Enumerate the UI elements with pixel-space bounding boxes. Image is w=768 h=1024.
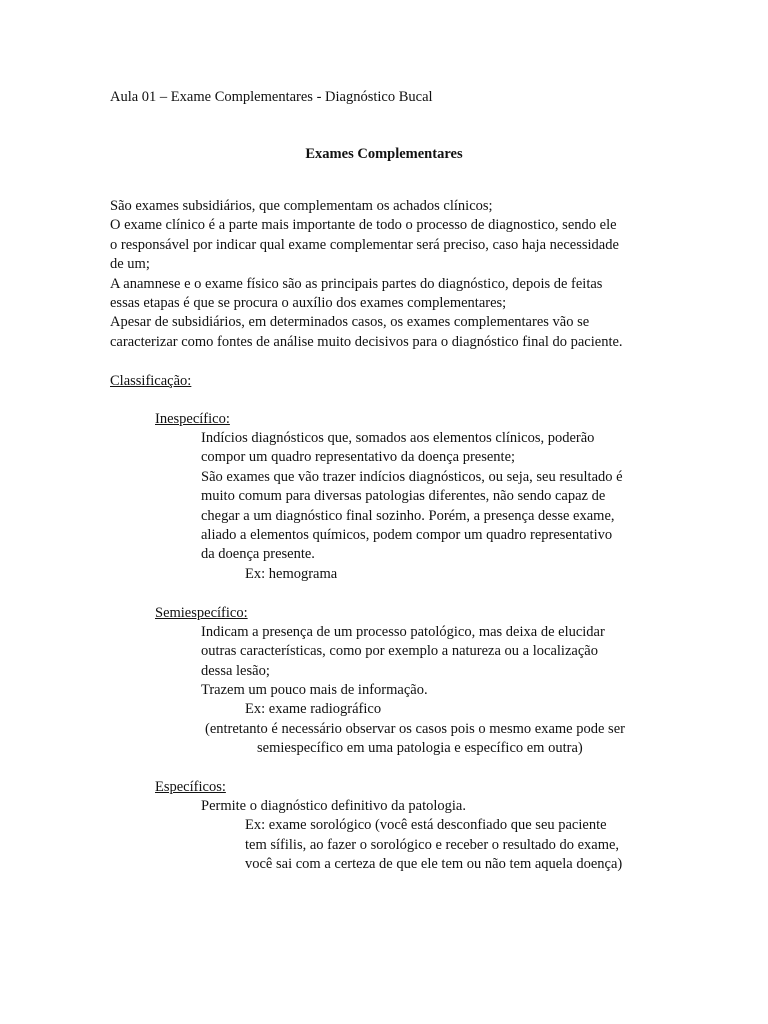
intro-line: o responsável por indicar qual exame complementar será preciso, caso haja necessidade (110, 237, 619, 253)
section-line: Indícios diagnósticos que, somados aos elementos clínicos, poderão (201, 430, 595, 446)
section-line: compor um quadro representativo da doença presente; (201, 449, 516, 465)
section-line: Permite o diagnóstico definitivo da patologia. (201, 798, 466, 814)
intro-line: A anamnese e o exame físico são as principais partes do diagnóstico, depois de feitas (110, 276, 603, 292)
intro-line: O exame clínico é a parte mais importante de todo o processo de diagnostico, sendo ele (110, 217, 617, 233)
classification-heading: Classificação: (110, 373, 192, 389)
section-line: outras características, como por exemplo a natureza ou a localização (201, 643, 598, 659)
example-line: Ex: exame radiográfico (245, 701, 382, 717)
document-title: Exames Complementares (305, 146, 463, 162)
example-line: você sai com a certeza de que ele tem ou não tem aquela doença) (245, 856, 623, 872)
section-line: Indicam a presença de um processo patológico, mas deixa de elucidar (201, 624, 605, 640)
section-line: aliado a elementos químicos, podem compor um quadro representativo (201, 527, 613, 543)
section-heading: Específicos: (155, 779, 226, 795)
intro-line: de um; (110, 256, 150, 272)
section-heading: Inespecífico: (155, 411, 230, 427)
intro-line: caracterizar como fontes de análise muito decisivos para o diagnóstico final do paciente. (110, 334, 623, 350)
header-line: Aula 01 – Exame Complementares - Diagnóstico Bucal (110, 89, 433, 105)
intro-line: essas etapas é que se procura o auxílio dos exames complementares; (110, 295, 507, 311)
section-line: São exames que vão trazer indícios diagnósticos, ou seja, seu resultado é (201, 469, 623, 485)
intro-line: São exames subsidiários, que complementam os achados clínicos; (110, 198, 493, 214)
example-line: Ex: hemograma (245, 566, 338, 582)
note-line: (entretanto é necessário observar os casos pois o mesmo exame pode ser (205, 721, 625, 737)
section-line: chegar a um diagnóstico final sozinho. Porém, a presença desse exame, (201, 508, 615, 524)
example-line: tem sífilis, ao fazer o sorológico e receber o resultado do exame, (245, 837, 620, 853)
intro-line: Apesar de subsidiários, em determinados casos, os exames complementares vão se (110, 314, 590, 330)
section-heading: Semiespecífico: (155, 605, 248, 621)
section-line: da doença presente. (201, 546, 315, 562)
section-line: dessa lesão; (201, 663, 270, 679)
section-line: Trazem um pouco mais de informação. (201, 682, 428, 698)
example-line: Ex: exame sorológico (você está desconfiado que seu paciente (245, 817, 607, 833)
section-line: muito comum para diversas patologias diferentes, não sendo capaz de (201, 488, 606, 504)
note-line: semiespecífico em uma patologia e específico em outra) (257, 740, 583, 756)
